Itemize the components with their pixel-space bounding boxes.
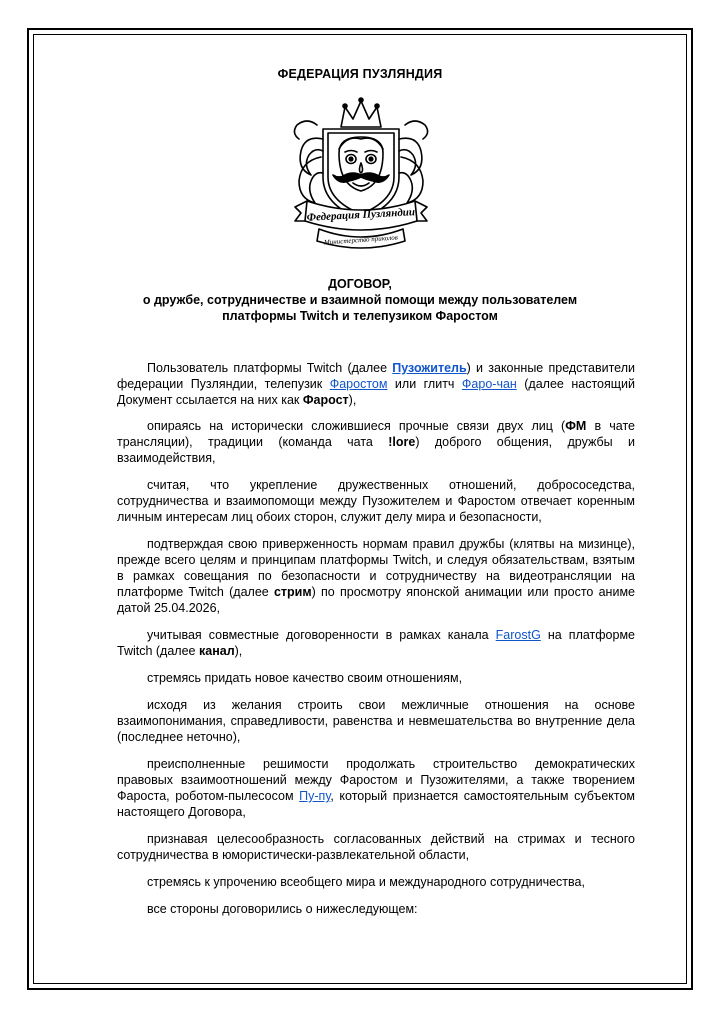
paragraph-proceeding-from: [117, 697, 635, 745]
text-run: или глитч: [387, 377, 462, 391]
text-run: стремясь придать новое качество своим отношениям,: [147, 671, 463, 685]
paragraph-relying-on-ties: [117, 418, 635, 466]
federation-emblem: [287, 95, 435, 255]
inline-link[interactable]: Фаростом: [329, 377, 388, 391]
bold-term: !lore: [388, 435, 416, 449]
text-run: (далее настоящий Документ ссылается на них как: [117, 377, 636, 407]
bold-term: стрим: [273, 585, 312, 599]
text-run: ) по просмотру японской анимации или просто аниме датой 25.04.2026,: [117, 585, 635, 615]
title-line-1: ДОГОВОР,: [328, 277, 392, 291]
paragraph-taking-into-account: [117, 627, 635, 659]
bold-term: ФМ: [565, 419, 587, 433]
paragraph-considering: [117, 477, 635, 525]
paragraph-determined: [117, 756, 635, 820]
emblem-ribbon-text: Министерство приколов: [323, 233, 399, 247]
title-line-2: о дружбе, сотрудничестве и взаимной помощи между пользователем: [142, 293, 578, 307]
document-title: [100, 276, 620, 324]
inline-link-bold[interactable]: Пузожитель: [392, 361, 467, 375]
paragraph-striving-new-quality: [117, 670, 635, 686]
inline-link[interactable]: Фаро-чан: [461, 377, 517, 391]
text-run: стремясь к упрочению всеобщего мира и международного сотрудничества,: [147, 875, 585, 889]
text-run: Пользователь платформы Twitch (далее: [147, 361, 393, 375]
text-run: все стороны договорились о нижеследующем:: [147, 902, 418, 916]
text-run: ),: [234, 644, 243, 658]
text-run: признавая целесообразность согласованных действий на стримах и тесного сотрудничества в юмористически-развлекательной области,: [117, 832, 635, 862]
text-run: опираясь на исторически сложившиеся прочные связи двух лиц (: [147, 419, 566, 433]
text-run: считая, что укрепление дружественных отношений, добрососедства, сотрудничества и взаимопомощи между Пузожителем и Фаростом отвечает коренным личным интересам лиц обоих сторон, служит делу мира и безопасности,: [117, 478, 635, 524]
inline-link[interactable]: Пу-пу: [299, 789, 331, 803]
text-run: ) и законные представители федерации Пузляндии, телепузик: [117, 361, 635, 391]
paragraph-preamble: [117, 360, 635, 408]
bold-term: Фарост: [302, 393, 349, 407]
document-body: [117, 360, 635, 928]
text-run: , который признается самостоятельным субъектом настоящего Договора,: [117, 789, 636, 819]
bold-term: канал: [198, 644, 235, 658]
text-run: преисполненные решимости продолжать строительство демократических правовых взаимоотношений между Фаростом и Пузожителями, а также творением Фароста, роботом-пылесосом: [117, 757, 635, 803]
text-run: ) доброго общения, дружбы и взаимодействия,: [117, 435, 636, 465]
paragraph-striving-peace: [117, 874, 635, 890]
text-run: на платформе Twitch (далее: [117, 628, 635, 658]
text-run: учитывая совместные договоренности в рамках канала: [147, 628, 496, 642]
inline-link[interactable]: FarostG: [495, 628, 541, 642]
emblem-banner-text: Федерация Пузляндии: [306, 206, 416, 224]
title-line-3: платформы Twitch и телепузиком Фаростом: [222, 309, 498, 323]
paragraph-agreed: [117, 901, 635, 917]
text-run: ),: [348, 393, 357, 407]
text-run: исходя из желания строить свои межличные отношения на основе взаимопонимания, справедливости, равенства и невмешательства во внутренние дела (последнее неточно),: [117, 698, 635, 744]
text-run: подтверждая свою приверженность нормам правил дружбы (клятвы на мизинце), прежде всего целям и принципам платформы Twitch, и следуя обязательствам, взятым в рамках совещания по безопасности и сотрудничеству на видеотрансляции на платформе Twitch (далее: [117, 537, 635, 599]
organization-title: ФЕДЕРАЦИЯ ПУЗЛЯНДИЯ: [277, 67, 443, 81]
text-run: в чате трансляции), традиции (команда чата: [117, 419, 635, 449]
paragraph-recognizing: [117, 831, 635, 863]
paragraph-confirming: [117, 536, 635, 616]
